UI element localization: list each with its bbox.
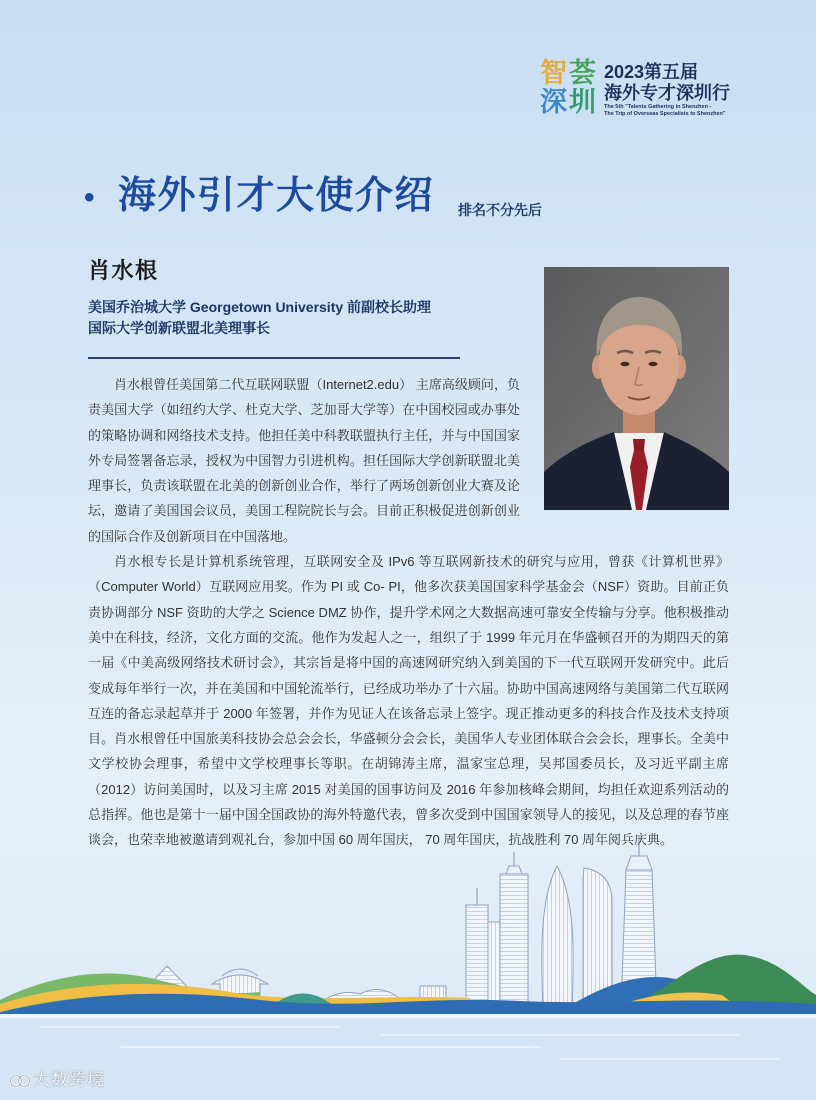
logo-mark-char: 圳 — [569, 87, 596, 118]
tower-d — [542, 866, 573, 1010]
double-circle-logo-icon — [9, 1073, 31, 1089]
profile-divider — [88, 357, 460, 359]
logo-english-line: The Trip of Overseas Specialists to Shenzhen" — [604, 111, 726, 117]
logo-mark-char: 荟 — [569, 58, 596, 89]
water-ripple — [40, 1026, 340, 1028]
tower-b — [500, 874, 528, 1010]
bio-paragraph: 肖水根专长是计算机系统管理，互联网安全及 IPv6 等互联网新技术的研究与应用，曾获《计算机世界》（Computer World）互联网应用奖。作为 PI 或 Co- PI，他多次获美国国家科学基金会（NSF）资助。目前正负责协调部分 NSF 资助的大学之 Science DMZ 协作，提升学术网之大数据高速可靠安全传输与分享。他积极推动美中在科技，经济，文化方面的交流。他作为发起人之一，组织了于 1999 年元月在华盛顿召开的为期四天的第一届《中美高级网络技术研讨会》，其宗旨是将中国的高速网研究纳入到美国的下一代互联网开发研究中。此后变成每年举行一次，并在美国和中国轮流举行，已经成功举办了十六届。协助中国高速网络与美国第二代互联网互连的备忘录起草并于 2000 年签署，并作为见证人在该备忘录上签字。现正推动更多的科技合作及技术支持项目。肖水根曾任中国旅美科技协会总会会长，华盛顿分会会长，美国华人专业团体联合会会长，理事长。全美中文学校协会理事，希望中文学校理事长等职。在胡锦涛主席，温家宝总理，吴邦国委员长，及习近平副主席（2012）访问美国时，以及习主席 2015 对美国的国事访问及 2016 年参加核峰会期间，均担任欢迎系列活动的总指挥。他也是第十一届中国全国政协的海外特邀代表，曾多次受到中国国家领导人的接见，以及总理的春节座谈会，也荣幸地被邀请到观礼台，参加中国 60 周年国庆， 70 周年国庆，抗战胜利 70 周年阅兵庆典。 — [88, 554, 729, 848]
event-logo-mark — [539, 59, 597, 117]
logo-mark-char: 深 — [540, 87, 567, 118]
bio-paragraph: 肖水根曾任美国第二代互联网联盟（Internet2.edu） 主席高级顾问，负责美国大学（如纽约大学、杜克大学、芝加哥大学等）在中国校园或办事处的策略协调和网络技术支持。他担任美中科教联盟执行主任，并与中国国家外专局签署备忘录，授权为中国智力引进机构。担任国际大学创新联盟北美理事长，负责该联盟在北美的创新创业合作，举行了两场创新创业大赛及论坛，邀请了美国国会议员，美国工程院院长与会。目前正积极促进创新创业的国际合作及创新项目在中国落地。 — [88, 377, 520, 544]
logo-event-name: 海外专才深圳行 — [604, 83, 730, 103]
profile-title-line: 美国乔治城大学 Georgetown University 前副校长助理 — [88, 299, 432, 315]
logo-mark-char: 智 — [540, 58, 567, 89]
section-bullet: • — [84, 181, 95, 214]
profile-title-line: 国际大学创新联盟北美理事长 — [88, 320, 270, 336]
profile-name: 肖水根 — [88, 258, 159, 283]
tower-a2 — [488, 922, 500, 1010]
profile-titles — [88, 297, 431, 339]
water-ripple — [380, 1034, 740, 1036]
portrait-eye — [621, 362, 630, 366]
watermark-text: 大数跨境 — [33, 1070, 105, 1089]
city-skyline-illustration — [0, 830, 816, 1100]
logo-english-line: The 5th "Talents Gathering in Shenzhen - — [604, 104, 712, 110]
water-ripple — [560, 1058, 780, 1060]
tower-a — [466, 905, 488, 1010]
tower-crown — [626, 856, 652, 870]
water-surface — [0, 1008, 816, 1100]
water-ripple — [120, 1046, 540, 1048]
tower-crown — [506, 866, 522, 874]
logo-edition: 2023第五届 — [604, 62, 699, 82]
portrait-eye — [649, 362, 658, 366]
section-note: 排名不分先后 — [458, 202, 542, 218]
section-title: 海外引才大使介绍 — [118, 175, 435, 217]
biography — [88, 372, 729, 853]
